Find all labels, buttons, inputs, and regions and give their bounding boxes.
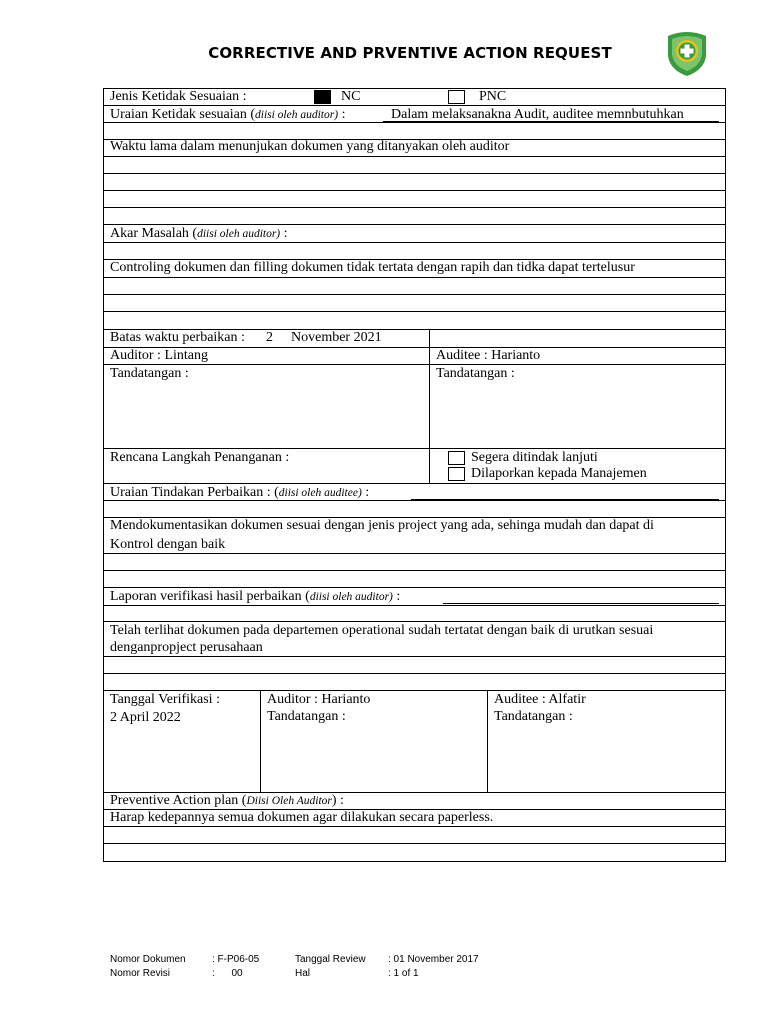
tanggal-verifikasi-label: Tanggal Verifikasi : xyxy=(110,692,220,707)
form-title: CORRECTIVE AND PRVENTIVE ACTION REQUEST xyxy=(208,44,612,62)
tanggal-verifikasi-value: 2 April 2022 xyxy=(110,710,181,725)
batas-waktu-label: Batas waktu perbaikan : xyxy=(110,330,245,345)
nomor-revisi-label: Nomor Revisi xyxy=(110,968,171,979)
akar-masalah-value: Controling dokumen dan filling dokumen tidak tertata dengan rapih dan tidka dapat tertelusur xyxy=(110,260,635,275)
tanggal-review-label: Tanggal Review xyxy=(295,954,366,965)
pnc-label: PNC xyxy=(479,89,507,104)
rencana-langkah-label: Rencana Langkah Penanganan : xyxy=(110,450,290,465)
nc-label: NC xyxy=(341,89,361,104)
jenis-ketidak-sesuaian-label: Jenis Ketidak Sesuaian : xyxy=(110,89,247,104)
segera-ditindak-label: Segera ditindak lanjuti xyxy=(471,450,598,465)
verifikasi-auditee-signature-label: Tandatangan : xyxy=(494,709,573,724)
dilaporkan-label: Dilaporkan kepada Manajemen xyxy=(471,466,647,481)
batas-waktu-day: 2 xyxy=(266,330,273,345)
nomor-dokumen-label: Nomor Dokumen xyxy=(110,954,186,965)
green-cross-shield-logo-icon xyxy=(664,26,710,78)
uraian-tindakan-label: Uraian Tindakan Perbaikan : (diisi oleh auditee) : xyxy=(110,485,370,500)
nomor-revisi-value: : 00 xyxy=(212,968,243,979)
verifikasi-auditee-name: Auditee : Alfatir xyxy=(494,692,586,707)
batas-waktu-month-year: November 2021 xyxy=(291,330,382,345)
tindakan-underline xyxy=(411,499,719,500)
tindakan-line2: Kontrol dengan baik xyxy=(110,537,226,552)
dilaporkan-checkbox[interactable] xyxy=(448,467,465,481)
preventive-action-value: Harap kedepannya semua dokumen agar dilakukan secara paperless. xyxy=(110,810,494,825)
laporan-underline xyxy=(443,603,719,604)
uraian-underline xyxy=(383,121,719,122)
preventive-action-label: Preventive Action plan (Diisi Oleh Auditor) : xyxy=(110,793,344,808)
verifikasi-auditor-name: Auditor : Harianto xyxy=(267,692,371,707)
nc-checkbox[interactable] xyxy=(314,90,331,104)
auditee-name: Auditee : Harianto xyxy=(436,348,541,363)
laporan-verifikasi-label: Laporan verifikasi hasil perbaikan (diisi oleh auditor) : xyxy=(110,589,401,604)
pnc-checkbox[interactable] xyxy=(448,90,465,104)
uraian-value-line1: Dalam melaksanakna Audit, auditee memnbutuhkan xyxy=(391,107,684,122)
segera-ditindak-checkbox[interactable] xyxy=(448,451,465,465)
uraian-value-line2: Waktu lama dalam menunjukan dokumen yang ditanyakan oleh auditor xyxy=(110,139,510,154)
auditor-signature-label: Tandatangan : xyxy=(110,366,189,381)
auditee-signature-label: Tandatangan : xyxy=(436,366,515,381)
auditor-name: Auditor : Lintang xyxy=(110,348,208,363)
verifikasi-auditor-signature-label: Tandatangan : xyxy=(267,709,346,724)
laporan-line2: denganpropject perusahaan xyxy=(110,640,263,655)
akar-masalah-label: Akar Masalah (diisi oleh auditor) : xyxy=(110,226,288,241)
tanggal-review-value: : 01 November 2017 xyxy=(388,954,479,965)
tindakan-line1: Mendokumentasikan dokumen sesuai dengan jenis project yang ada, sehinga mudah dan dapat di xyxy=(110,518,654,533)
nomor-dokumen-value: : F-P06-05 xyxy=(212,954,260,965)
uraian-ketidak-sesuaian-label: Uraian Ketidak sesuaian (diisi oleh auditor) : xyxy=(110,107,346,122)
hal-label: Hal xyxy=(295,968,311,979)
laporan-line1: Telah terlihat dokumen pada departemen operational sudah tertatat dengan baik di urutkan sesuai xyxy=(110,623,654,638)
hal-value: : 1 of 1 xyxy=(388,968,419,979)
